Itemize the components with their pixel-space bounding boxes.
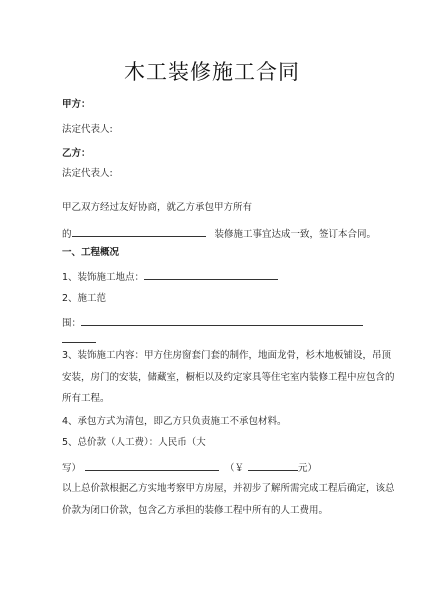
- amount-in-words-blank: [85, 460, 219, 471]
- item-2-line: [62, 315, 363, 330]
- party-a-label: 甲方：: [62, 99, 91, 110]
- party-b-representative: 法定代表人:: [62, 168, 113, 179]
- item-1-label: 1、装饰施工地点：: [62, 272, 145, 283]
- amount-figure-blank: [248, 460, 298, 471]
- project-name-blank: [72, 226, 206, 237]
- item-1-line: [62, 269, 278, 284]
- site-address-blank: [144, 269, 278, 280]
- item-2-label-cont: 围：: [62, 318, 82, 329]
- party-b-label: 乙方：: [62, 148, 91, 159]
- page-title: 木工装修施工合同: [124, 60, 300, 84]
- intro-line-1: 甲乙双方经过友好协商，就乙方承包甲方所有: [62, 202, 253, 213]
- item-2-label: 2、施工范: [62, 293, 107, 304]
- item-3-line-3: 所有工程。: [62, 393, 110, 404]
- amount-currency-close: 元）: [298, 463, 318, 474]
- closing-line-1: 以上总价款根据乙方实地考察甲方房屋，并初步了解所需完成工程后确定，该总: [62, 483, 395, 494]
- item-4: 4、承包方式为清包，即乙方只负责施工不承包材料。: [62, 416, 287, 427]
- item-5-line-1: 5、总价款（人工费）：人民币（大: [62, 437, 206, 448]
- closing-line-2: 价款为闭口价款，包含乙方承担的装修工程中所有的人工费用。: [62, 505, 329, 516]
- intro-line-2: [62, 226, 376, 241]
- item-5-line-2: [62, 460, 317, 475]
- party-a-representative: 法定代表人:: [62, 124, 113, 135]
- intro-prefix: 的: [62, 229, 72, 240]
- scope-blank: [81, 315, 363, 326]
- intro-suffix: 装修施工事宜达成一致，签订本合同。: [214, 229, 377, 240]
- item-5-prefix: 写）: [62, 463, 82, 474]
- section-heading-overview: 一、工程概况: [62, 247, 120, 258]
- item-3-line-2: 安装，房门的安装，储藏室，橱柜以及约定家具等住宅室内装修工程中应包含的: [62, 372, 395, 383]
- item-2-line-cont: [62, 332, 96, 347]
- amount-currency-open: （￥: [225, 463, 245, 474]
- scope-blank-cont: [62, 332, 96, 343]
- item-3-line-1: 3、装饰施工内容：甲方住房窗套门套的制作，地面龙骨，杉木地板铺设，吊顶: [62, 350, 392, 361]
